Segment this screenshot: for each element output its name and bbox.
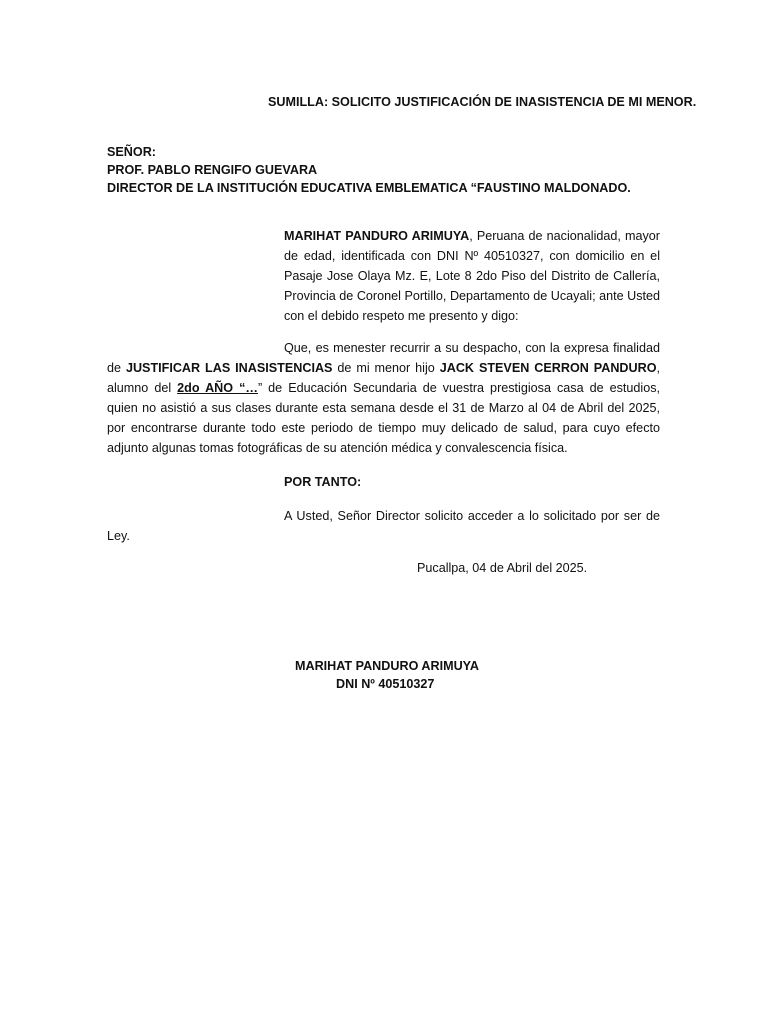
intro-paragraph <box>284 226 660 326</box>
signature-name: MARIHAT PANDURO ARIMUYA <box>295 659 480 673</box>
applicant-name: MARIHAT PANDURO ARIMUYA <box>284 229 470 243</box>
student-name: JACK STEVEN CERRON PANDURO <box>439 361 657 375</box>
body-text-2: de mi menor hijo <box>332 361 440 375</box>
place-date: Pucallpa, 04 de Abril del 2025. <box>417 561 588 575</box>
addressee-name: PROF. PABLO RENGIFO GUEVARA <box>107 163 318 177</box>
grade: 2do AÑO “… <box>177 381 258 395</box>
justify-phrase: JUSTIFICAR LAS INASISTENCIAS <box>125 361 333 375</box>
addressee-position: DIRECTOR DE LA INSTITUCIÓN EDUCATIVA EMBLEMATICA “FAUSTINO MALDONADO. <box>107 181 631 195</box>
signature-dni: DNI Nº 40510327 <box>336 677 435 691</box>
body-paragraph <box>107 338 660 458</box>
body-text-3: , alumno del <box>107 361 661 395</box>
salutation: SEÑOR: <box>107 145 156 159</box>
sumilla-heading: SUMILLA: SOLICITO JUSTIFICACIÓN DE INASISTENCIA DE MI MENOR. <box>268 95 697 109</box>
body-text-4: ” de Educación Secundaria de vuestra prestigiosa casa de estudios, quien no asistió a sus clases durante esta semana desde el 31 de Marzo al 04 de Abril del 2025, por encontrarse durante todo este periodo de tiempo muy delicado de salud, para cuyo efecto adjunto algunas tomas fotográficas de su atención médica y convalescencia física. <box>107 381 661 455</box>
request-paragraph <box>107 506 660 546</box>
por-tanto-heading: POR TANTO: <box>284 475 362 489</box>
intro-text: , Peruana de nacionalidad, mayor de edad, identificada con DNI Nº 40510327, con domicilio en el Pasaje Jose Olaya Mz. E, Lote 8 2do Piso del Distrito de Callería, Provincia de Coronel Portillo, Departamento de Ucayali; ante Usted con el debido respeto me presento y digo: <box>284 229 660 323</box>
request-text: A Usted, Señor Director solicito acceder a lo solicitado por ser de Ley. <box>107 509 660 543</box>
body-text-1: Que, es menester recurrir a su despacho, con la expresa finalidad de <box>107 341 660 375</box>
